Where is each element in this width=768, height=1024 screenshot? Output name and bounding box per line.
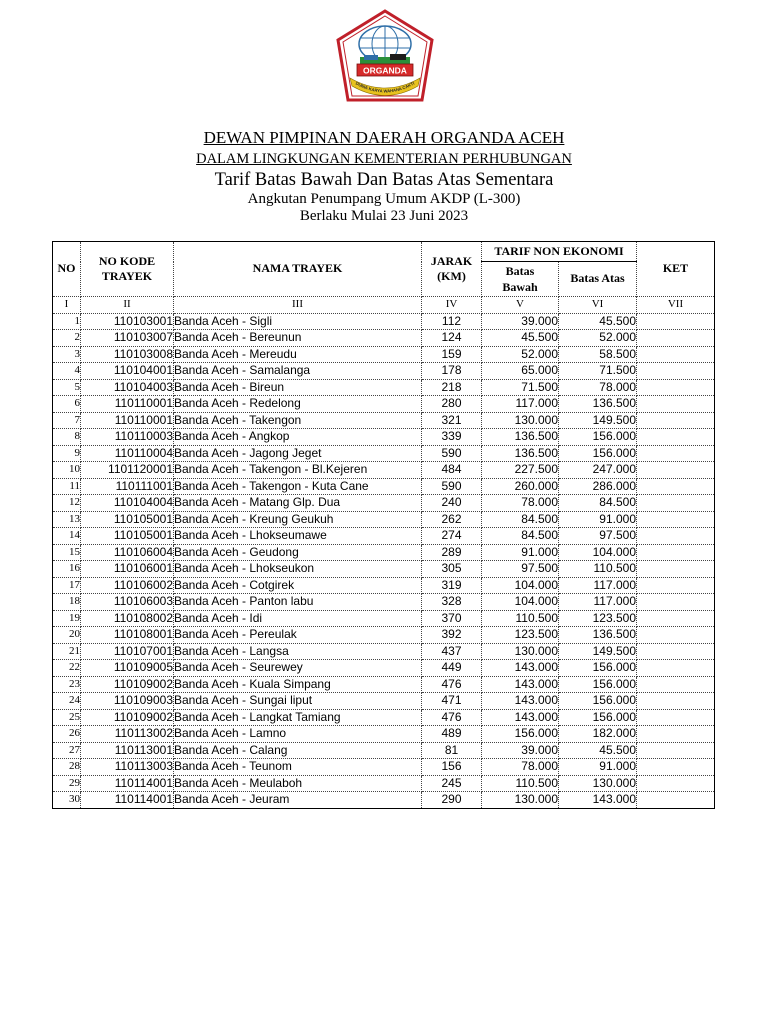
remarks (637, 693, 715, 710)
fare-upper: 58.500 (559, 346, 637, 363)
remarks (637, 330, 715, 347)
route-code: 1101120001 (81, 462, 174, 479)
berlaku-line: Berlaku Mulai 23 Juni 2023 (299, 208, 469, 224)
row-number: 24 (53, 693, 81, 710)
table-row (53, 610, 715, 627)
route-name: Banda Aceh - Takengon (174, 412, 422, 429)
remarks (637, 429, 715, 446)
remarks (637, 462, 715, 479)
route-name: Banda Aceh - Kreung Geukuh (174, 511, 422, 528)
fare-upper: 156.000 (559, 429, 637, 446)
remarks (637, 396, 715, 413)
row-number: 1 (53, 313, 81, 330)
remarks (637, 643, 715, 660)
row-number: 3 (53, 346, 81, 363)
distance-km: 290 (422, 792, 482, 809)
distance-km: 476 (422, 676, 482, 693)
table-row (53, 726, 715, 743)
tarif-title: Tarif Batas Bawah Dan Batas Atas Sementara (214, 170, 554, 190)
table-row (53, 478, 715, 495)
route-code: 110104004 (81, 495, 174, 512)
distance-km: 328 (422, 594, 482, 611)
route-name: Banda Aceh - Lhokseukon (174, 561, 422, 578)
row-number: 30 (53, 792, 81, 809)
distance-km: 124 (422, 330, 482, 347)
distance-km: 159 (422, 346, 482, 363)
route-name: Banda Aceh - Calang (174, 742, 422, 759)
fare-upper: 149.500 (559, 412, 637, 429)
table-row (53, 495, 715, 512)
logo-text: ORGANDA (363, 65, 407, 76)
col-no-header: NO (53, 242, 81, 297)
route-code: 110107001 (81, 643, 174, 660)
fare-upper: 91.000 (559, 511, 637, 528)
remarks (637, 660, 715, 677)
distance-km: 437 (422, 643, 482, 660)
table-row (53, 627, 715, 644)
route-code: 110110004 (81, 445, 174, 462)
fare-lower: 39.000 (482, 742, 559, 759)
row-number: 4 (53, 363, 81, 380)
route-name: Banda Aceh - Lamno (174, 726, 422, 743)
fare-lower: 52.000 (482, 346, 559, 363)
fare-lower: 260.000 (482, 478, 559, 495)
org-subtitle: DALAM LINGKUNGAN KEMENTERIAN PERHUBUNGAN (196, 151, 572, 167)
fare-upper: 149.500 (559, 643, 637, 660)
fare-upper: 97.500 (559, 528, 637, 545)
route-name: Banda Aceh - Pereulak (174, 627, 422, 644)
col-atas-header: Batas Atas (559, 262, 637, 297)
fare-lower: 104.000 (482, 594, 559, 611)
row-number: 8 (53, 429, 81, 446)
route-code: 110103001 (81, 313, 174, 330)
table-row (53, 709, 715, 726)
fare-lower: 65.000 (482, 363, 559, 380)
table-row (53, 775, 715, 792)
route-name: Banda Aceh - Matang Glp. Dua (174, 495, 422, 512)
route-name: Banda Aceh - Angkop (174, 429, 422, 446)
route-code: 110110001 (81, 396, 174, 413)
route-code: 110109005 (81, 660, 174, 677)
org-title: DEWAN PIMPINAN DAERAH ORGANDA ACEH (203, 128, 565, 147)
row-number: 29 (53, 775, 81, 792)
distance-km: 240 (422, 495, 482, 512)
remarks (637, 544, 715, 561)
route-code: 110108002 (81, 610, 174, 627)
fare-lower: 130.000 (482, 792, 559, 809)
distance-km: 280 (422, 396, 482, 413)
remarks (637, 363, 715, 380)
remarks (637, 759, 715, 776)
route-name: Banda Aceh - Seurewey (174, 660, 422, 677)
table-row (53, 594, 715, 611)
remarks (637, 495, 715, 512)
table-row (53, 511, 715, 528)
row-number: 6 (53, 396, 81, 413)
fare-lower: 104.000 (482, 577, 559, 594)
distance-km: 274 (422, 528, 482, 545)
route-name: Banda Aceh - Takengon - Bl.Kejeren (174, 462, 422, 479)
fare-lower: 78.000 (482, 495, 559, 512)
table-row (53, 577, 715, 594)
route-name: Banda Aceh - Sigli (174, 313, 422, 330)
fare-upper: 84.500 (559, 495, 637, 512)
remarks (637, 511, 715, 528)
fare-upper: 136.500 (559, 396, 637, 413)
remarks (637, 577, 715, 594)
fare-upper: 45.500 (559, 313, 637, 330)
fare-upper: 247.000 (559, 462, 637, 479)
table-row (53, 759, 715, 776)
table-row (53, 643, 715, 660)
fare-upper: 117.000 (559, 577, 637, 594)
route-code: 110109003 (81, 693, 174, 710)
fare-lower: 91.000 (482, 544, 559, 561)
row-number: 7 (53, 412, 81, 429)
fare-upper: 104.000 (559, 544, 637, 561)
table-row (53, 429, 715, 446)
roman-numeral: VII (637, 297, 715, 314)
row-number: 2 (53, 330, 81, 347)
tarif-table (52, 241, 715, 809)
table-row (53, 363, 715, 380)
distance-km: 262 (422, 511, 482, 528)
fare-lower: 136.500 (482, 445, 559, 462)
route-code: 110109002 (81, 709, 174, 726)
table-row (53, 660, 715, 677)
route-code: 110114001 (81, 775, 174, 792)
row-number: 5 (53, 379, 81, 396)
fare-upper: 156.000 (559, 676, 637, 693)
route-name: Banda Aceh - Jagong Jeget (174, 445, 422, 462)
route-name: Banda Aceh - Langkat Tamiang (174, 709, 422, 726)
table-row (53, 346, 715, 363)
route-code: 110104001 (81, 363, 174, 380)
route-code: 110111001 (81, 478, 174, 495)
fare-lower: 130.000 (482, 412, 559, 429)
tarif-table-body (53, 313, 715, 808)
fare-lower: 227.500 (482, 462, 559, 479)
table-row (53, 742, 715, 759)
fare-lower: 84.500 (482, 511, 559, 528)
col-nama-header: NAMA TRAYEK (174, 242, 422, 297)
fare-lower: 110.500 (482, 775, 559, 792)
remarks (637, 775, 715, 792)
row-number: 21 (53, 643, 81, 660)
table-row (53, 792, 715, 809)
route-name: Banda Aceh - Teunom (174, 759, 422, 776)
route-code: 110113001 (81, 742, 174, 759)
fare-upper: 52.000 (559, 330, 637, 347)
fare-upper: 71.500 (559, 363, 637, 380)
fare-upper: 156.000 (559, 660, 637, 677)
angkutan-line: Angkutan Penumpang Umum AKDP (L-300) (247, 191, 521, 207)
route-name: Banda Aceh - Takengon - Kuta Cane (174, 478, 422, 495)
fare-upper: 110.500 (559, 561, 637, 578)
route-name: Banda Aceh - Meulaboh (174, 775, 422, 792)
route-name: Banda Aceh - Sungai liput (174, 693, 422, 710)
roman-numeral: II (81, 297, 174, 314)
distance-km: 178 (422, 363, 482, 380)
col-jarak-header: JARAK (KM) (422, 242, 482, 297)
row-number: 19 (53, 610, 81, 627)
roman-row (53, 297, 715, 314)
row-number: 22 (53, 660, 81, 677)
distance-km: 339 (422, 429, 482, 446)
row-number: 25 (53, 709, 81, 726)
table-row (53, 445, 715, 462)
row-number: 18 (53, 594, 81, 611)
col-ket-header: KET (637, 242, 715, 297)
fare-lower: 110.500 (482, 610, 559, 627)
route-code: 110106004 (81, 544, 174, 561)
fare-lower: 84.500 (482, 528, 559, 545)
roman-numeral: III (174, 297, 422, 314)
route-code: 110110001 (81, 412, 174, 429)
remarks (637, 742, 715, 759)
roman-numeral: IV (422, 297, 482, 314)
distance-km: 392 (422, 627, 482, 644)
row-number: 23 (53, 676, 81, 693)
distance-km: 245 (422, 775, 482, 792)
route-code: 110105001 (81, 528, 174, 545)
row-number: 26 (53, 726, 81, 743)
row-number: 14 (53, 528, 81, 545)
fare-lower: 71.500 (482, 379, 559, 396)
fare-lower: 78.000 (482, 759, 559, 776)
fare-upper: 130.000 (559, 775, 637, 792)
remarks (637, 676, 715, 693)
roman-numeral: VI (559, 297, 637, 314)
remarks (637, 594, 715, 611)
fare-lower: 143.000 (482, 676, 559, 693)
distance-km: 590 (422, 478, 482, 495)
fare-lower: 136.500 (482, 429, 559, 446)
distance-km: 156 (422, 759, 482, 776)
fare-lower: 45.500 (482, 330, 559, 347)
fare-lower: 143.000 (482, 660, 559, 677)
route-code: 110103007 (81, 330, 174, 347)
fare-upper: 78.000 (559, 379, 637, 396)
table-row (53, 379, 715, 396)
remarks (637, 528, 715, 545)
route-code: 110109002 (81, 676, 174, 693)
route-name: Banda Aceh - Cotgirek (174, 577, 422, 594)
route-code: 110114001 (81, 792, 174, 809)
organda-logo (334, 8, 436, 112)
route-name: Banda Aceh - Mereudu (174, 346, 422, 363)
table-row (53, 313, 715, 330)
table-row (53, 462, 715, 479)
route-code: 110113003 (81, 759, 174, 776)
fare-lower: 143.000 (482, 709, 559, 726)
route-code: 110113002 (81, 726, 174, 743)
row-number: 17 (53, 577, 81, 594)
fare-upper: 136.500 (559, 627, 637, 644)
route-name: Banda Aceh - Redelong (174, 396, 422, 413)
col-kode-header: NO KODE TRAYEK (81, 242, 174, 297)
route-code: 110103008 (81, 346, 174, 363)
fare-upper: 45.500 (559, 742, 637, 759)
distance-km: 476 (422, 709, 482, 726)
route-code: 110110003 (81, 429, 174, 446)
table-row (53, 396, 715, 413)
distance-km: 319 (422, 577, 482, 594)
remarks (637, 726, 715, 743)
fare-lower: 97.500 (482, 561, 559, 578)
route-name: Banda Aceh - Geudong (174, 544, 422, 561)
row-number: 11 (53, 478, 81, 495)
distance-km: 489 (422, 726, 482, 743)
fare-upper: 156.000 (559, 709, 637, 726)
row-number: 13 (53, 511, 81, 528)
route-name: Banda Aceh - Samalanga (174, 363, 422, 380)
distance-km: 321 (422, 412, 482, 429)
row-number: 27 (53, 742, 81, 759)
route-name: Banda Aceh - Bireun (174, 379, 422, 396)
roman-numeral: I (53, 297, 81, 314)
route-name: Banda Aceh - Kuala Simpang (174, 676, 422, 693)
route-name: Banda Aceh - Idi (174, 610, 422, 627)
logo-motto: DUNIA KARYA WAHANA CAKTI (354, 80, 416, 94)
fare-lower: 39.000 (482, 313, 559, 330)
table-row (53, 412, 715, 429)
fare-lower: 117.000 (482, 396, 559, 413)
fare-upper: 123.500 (559, 610, 637, 627)
route-name: Banda Aceh - Panton labu (174, 594, 422, 611)
row-number: 12 (53, 495, 81, 512)
route-code: 110108001 (81, 627, 174, 644)
fare-lower: 143.000 (482, 693, 559, 710)
row-number: 15 (53, 544, 81, 561)
remarks (637, 379, 715, 396)
route-name: Banda Aceh - Lhokseumawe (174, 528, 422, 545)
distance-km: 590 (422, 445, 482, 462)
remarks (637, 313, 715, 330)
remarks (637, 412, 715, 429)
table-row (53, 676, 715, 693)
route-name: Banda Aceh - Jeuram (174, 792, 422, 809)
row-number: 20 (53, 627, 81, 644)
col-bawah-header: Batas Bawah (482, 262, 559, 297)
distance-km: 81 (422, 742, 482, 759)
row-number: 28 (53, 759, 81, 776)
fare-upper: 156.000 (559, 693, 637, 710)
fare-upper: 286.000 (559, 478, 637, 495)
route-code: 110106003 (81, 594, 174, 611)
table-row (53, 330, 715, 347)
roman-numeral: V (482, 297, 559, 314)
route-name: Banda Aceh - Bereunun (174, 330, 422, 347)
remarks (637, 445, 715, 462)
fare-lower: 130.000 (482, 643, 559, 660)
fare-upper: 182.000 (559, 726, 637, 743)
route-code: 110104003 (81, 379, 174, 396)
distance-km: 449 (422, 660, 482, 677)
row-number: 16 (53, 561, 81, 578)
distance-km: 471 (422, 693, 482, 710)
remarks (637, 792, 715, 809)
distance-km: 289 (422, 544, 482, 561)
distance-km: 305 (422, 561, 482, 578)
table-row (53, 561, 715, 578)
col-tarif-header: TARIF NON EKONOMI (482, 242, 637, 262)
row-number: 10 (53, 462, 81, 479)
table-row (53, 528, 715, 545)
remarks (637, 627, 715, 644)
distance-km: 484 (422, 462, 482, 479)
fare-lower: 123.500 (482, 627, 559, 644)
fare-upper: 156.000 (559, 445, 637, 462)
row-number: 9 (53, 445, 81, 462)
remarks (637, 561, 715, 578)
distance-km: 112 (422, 313, 482, 330)
distance-km: 218 (422, 379, 482, 396)
route-code: 110105001 (81, 511, 174, 528)
fare-upper: 91.000 (559, 759, 637, 776)
route-name: Banda Aceh - Langsa (174, 643, 422, 660)
table-row (53, 544, 715, 561)
fare-upper: 143.000 (559, 792, 637, 809)
table-row (53, 693, 715, 710)
distance-km: 370 (422, 610, 482, 627)
remarks (637, 478, 715, 495)
fare-upper: 117.000 (559, 594, 637, 611)
route-code: 110106002 (81, 577, 174, 594)
fare-lower: 156.000 (482, 726, 559, 743)
remarks (637, 346, 715, 363)
route-code: 110106001 (81, 561, 174, 578)
remarks (637, 610, 715, 627)
remarks (637, 709, 715, 726)
